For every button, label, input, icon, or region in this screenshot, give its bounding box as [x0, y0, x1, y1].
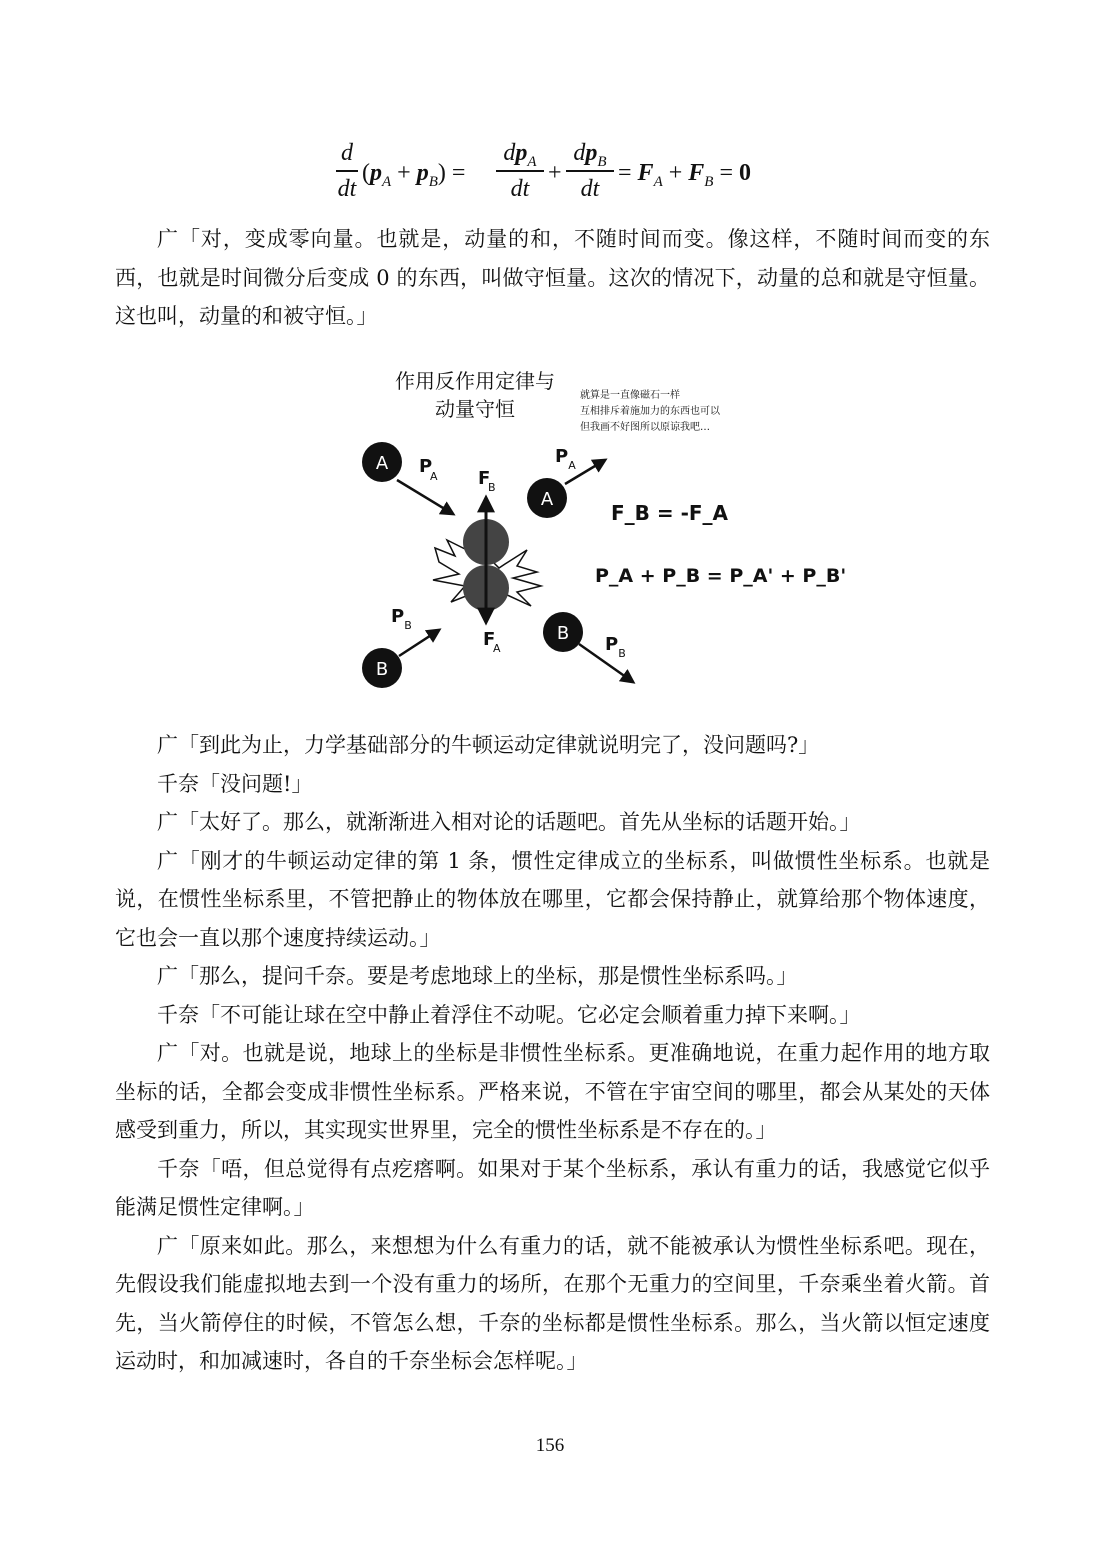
formula-dt-3: dt — [580, 176, 600, 202]
label-pa — [419, 456, 438, 483]
dialogue-line: 千奈「没问题!」 — [157, 771, 313, 796]
svg-text:PA: $P_A$ — [555, 446, 576, 472]
equation-momentum: P_A + P_B = P_A' + P_B' — [595, 565, 847, 587]
svg-text:B: B — [488, 481, 496, 494]
page-number: 156 — [535, 1435, 565, 1456]
dialogue-line: 千奈「不可能让球在空中静止着浮住不动呢。它必定会顺着重力掉下来啊。」 — [157, 1002, 861, 1027]
label-pb-prime — [605, 634, 626, 660]
svg-text:A: A — [493, 642, 501, 655]
dialogue-section — [115, 726, 990, 1381]
svg-text:A: A — [540, 489, 554, 510]
figure-note-line2: 互相排斥着施加力的东西也可以 — [580, 406, 720, 417]
svg-text:B: B — [556, 623, 570, 644]
svg-text:PB: $P_B$ — [391, 606, 412, 632]
label-pa-prime — [555, 446, 576, 472]
svg-text:F: F — [478, 468, 491, 489]
figure-title-line2: 动量守恒 — [435, 397, 515, 421]
formula-rhs: = $F_A + F_B = 0$ — [618, 160, 752, 190]
svg-text:F: F — [483, 629, 496, 650]
dialogue-line: 广「刚才的牛顿运动定律的第 1 条，惯性定律成立的坐标系，叫做惯性坐标系。也就是说，在惯性坐标系里，不管把静止的物体放在哪里，它都会保持静止，就算给那个物体速度，它也会一直以那个速度持续运动。」 — [115, 848, 990, 950]
ball-b-after — [543, 612, 583, 652]
action-reaction-figure — [355, 360, 847, 690]
equation-force: F_B = -F_A — [611, 501, 729, 525]
label-fa — [483, 629, 501, 655]
dialogue-line: 广「太好了。那么，就渐渐进入相对论的话题吧。首先从坐标的话题开始。」 — [157, 810, 861, 834]
formula-dpa: $dp_A$ — [503, 140, 537, 170]
ball-a-after — [527, 478, 567, 518]
dialogue-line: 广「对。也就是说，地球上的坐标是非惯性坐标系。更准确地说，在重力起作用的地方取坐标的话，全都会变成非惯性坐标系。严格来说，不管在宇宙空间的哪里，都会从某处的天体感受到重力，所以，其实现实世界里，完全的惯性坐标系是不存在的。」 — [115, 1041, 990, 1142]
formula-dpb: $dp_B$ — [573, 140, 607, 170]
figure-title-line1: 作用反作用定律与 — [395, 369, 555, 393]
svg-text:B: B — [375, 659, 389, 680]
figure-note-line1: 就算是一直像磁石一样 — [580, 390, 680, 401]
formula-dt: dt — [337, 176, 357, 202]
svg-text:A: A — [375, 453, 389, 474]
dialogue-line: 广「到此为止，力学基础部分的牛顿运动定律就说明完了，没问题吗?」 — [157, 733, 820, 757]
formula-d: d — [341, 140, 353, 166]
momentum-conservation-formula: d dt $(p_A + p_B)$ = $dp_A$ dt + $dp_B$ dt = $F_A + F_B = 0$ — [337, 140, 752, 202]
formula-dt-2: dt — [510, 176, 530, 202]
formula-lhs: $(p_A + p_B)$ = — [362, 160, 466, 190]
dialogue-line: 千奈「唔，但总觉得有点疙瘩啊。如果对于某个坐标系，承认有重力的话，我感觉它似乎能满足惯性定律啊。」 — [115, 1156, 990, 1219]
svg-text:PB: $P_B$ — [605, 634, 626, 660]
label-pb — [391, 606, 412, 632]
ball-b-before — [362, 648, 402, 688]
dialogue-line: 广「那么，提问千奈。要是考虑地球上的坐标，那是惯性坐标系吗。」 — [157, 964, 798, 988]
ball-a-before — [362, 442, 402, 482]
arrow-pa — [397, 480, 453, 514]
figure-note-line3: 但我画不好图所以原谅我吧… — [580, 422, 710, 433]
svg-text:P: P — [419, 456, 433, 477]
label-fb — [478, 468, 496, 494]
dialogue-line: 广「原来如此。那么，来想想为什么有重力的话，就不能被承认为惯性坐标系吧。现在，先假设我们能虚拟地去到一个没有重力的场所，在那个无重力的空间里，千奈乘坐着火箭。首先，当火箭停住的时候，不管怎么想，千奈的坐标都是惯性坐标系。那么，当火箭以恒定速度运动时，和加减速时，各自的千奈坐标会怎样呢。」 — [115, 1233, 990, 1373]
paragraph-conserved-quantity: 广「对，变成零向量。也就是，动量的和，不随时间而变。像这样，不随时间而变的东西，也就是时间微分后变成 0 的东西，叫做守恒量。这次的情况下，动量的总和就是守恒量。这也叫，动量的和被守恒。」 — [115, 227, 990, 328]
svg-text:A: A — [430, 470, 438, 483]
arrow-pb — [399, 630, 439, 656]
